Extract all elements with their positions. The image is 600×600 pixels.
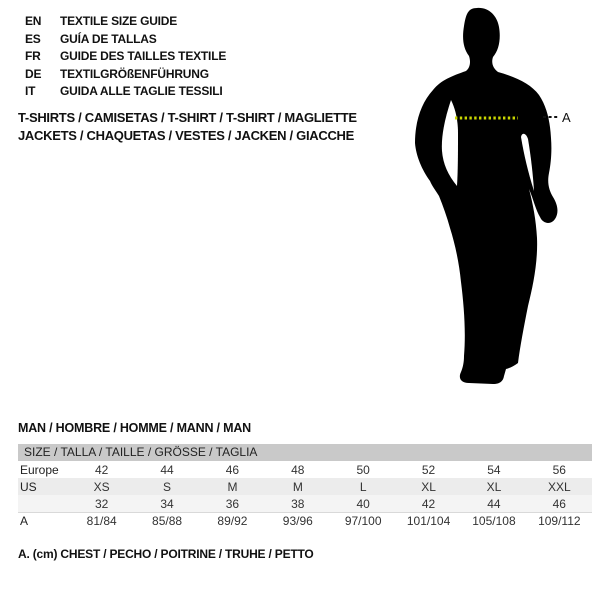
table-row-chest-a xyxy=(18,512,592,529)
category-lines xyxy=(18,109,357,144)
cell: 56 xyxy=(552,462,566,477)
cell: 85/88 xyxy=(152,514,183,528)
lang-label: GUIDA ALLE TAGLIE TESSILI xyxy=(60,84,223,99)
cell: XL xyxy=(486,479,502,494)
cell: 109/112 xyxy=(538,514,581,528)
category-line-tshirts: T-SHIRTS / CAMISETAS / T-SHIRT / T-SHIRT / MAGLIETTE xyxy=(18,110,357,125)
lang-row-es xyxy=(25,31,226,49)
lang-code: IT xyxy=(25,84,36,99)
cell: 42 xyxy=(421,496,436,511)
cell: 46 xyxy=(552,496,566,511)
row-label: A xyxy=(20,514,29,528)
size-table-header: SIZE / TALLA / TAILLE / GRÖSSE / TAGLIA xyxy=(18,444,592,461)
man-silhouette xyxy=(415,8,557,384)
cell: 46 xyxy=(225,462,240,477)
cell: 48 xyxy=(291,462,305,477)
cell: 52 xyxy=(421,462,436,477)
cell: XL xyxy=(421,479,436,494)
cell: 105/108 xyxy=(472,514,516,528)
measurement-footnote: A. (cm) CHEST / PECHO / POITRINE / TRUHE / PETTO xyxy=(18,547,314,561)
cell: S xyxy=(163,479,172,494)
lang-label: GUIDE DES TAILLES TEXTILE xyxy=(60,49,227,64)
man-silhouette-figure xyxy=(408,4,575,388)
size-table xyxy=(18,444,592,529)
row-label: Europe xyxy=(20,462,59,477)
lang-row-fr xyxy=(25,48,226,66)
category-line-jackets: JACKETS / CHAQUETAS / VESTES / JACKEN / GIACCHE xyxy=(18,127,354,143)
lang-code: ES xyxy=(25,31,41,46)
lang-code: FR xyxy=(25,49,41,64)
cell: 34 xyxy=(160,496,174,511)
cell: 44 xyxy=(487,496,501,511)
cell: XS xyxy=(93,479,110,494)
cell: 42 xyxy=(95,462,109,477)
cell: 38 xyxy=(291,496,305,511)
lang-row-de xyxy=(25,66,226,84)
section-title-man: MAN / HOMBRE / HOMME / MANN / MAN xyxy=(18,421,251,435)
cell: 101/104 xyxy=(406,514,451,528)
cell: 97/100 xyxy=(344,514,382,528)
cell: 89/92 xyxy=(217,514,248,528)
table-row-us xyxy=(18,478,592,495)
lang-code: EN xyxy=(25,14,42,28)
cell: 54 xyxy=(487,462,501,477)
cell: 93/96 xyxy=(282,514,313,528)
cell: 50 xyxy=(356,462,370,477)
lang-code: DE xyxy=(25,66,42,81)
language-list xyxy=(25,13,226,101)
cell: XXL xyxy=(547,479,571,494)
cell: 32 xyxy=(95,496,109,511)
table-row-numeric xyxy=(18,495,592,512)
cell: M xyxy=(292,479,303,494)
cell: 36 xyxy=(225,496,240,511)
cell: 81/84 xyxy=(86,514,117,528)
measure-label-a: A xyxy=(562,110,571,125)
lang-label: TEXTILGRÖßENFÜHRUNG xyxy=(60,66,209,81)
cell: 40 xyxy=(356,496,370,511)
row-label: US xyxy=(20,479,37,494)
table-row-europe xyxy=(18,461,592,478)
lang-label: TEXTILE SIZE GUIDE xyxy=(60,14,178,28)
lang-row-en xyxy=(25,13,226,31)
cell: 44 xyxy=(160,462,174,477)
lang-label: GUÍA DE TALLAS xyxy=(60,31,157,46)
cell: L xyxy=(359,479,367,494)
cell: M xyxy=(227,479,238,494)
lang-row-it xyxy=(25,83,226,101)
